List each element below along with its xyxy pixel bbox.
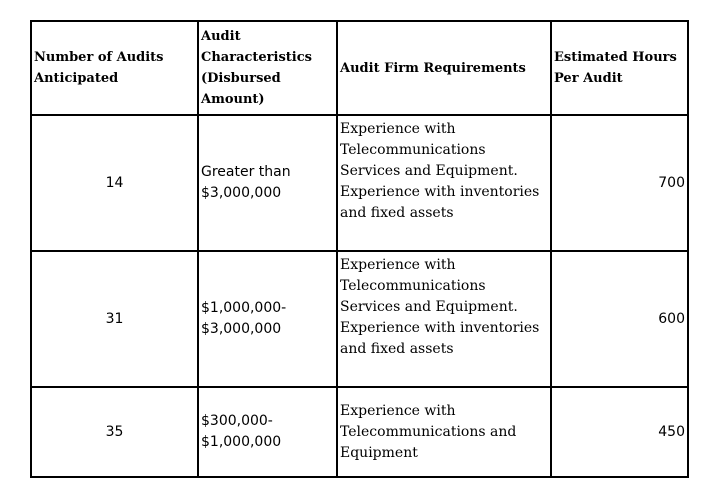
disbursed-amount-cell: $1,000,000- $3,000,000: [198, 251, 337, 387]
table-row: [31, 251, 688, 387]
estimated-hours-cell: 600: [551, 251, 688, 387]
header-estimated-hours: Estimated Hours Per Audit: [551, 21, 688, 115]
header-audit-firm-requirements: Audit Firm Requirements: [337, 21, 551, 115]
firm-requirements-cell: Experience with Telecommunications Services and Equipment. Experience with inventories and fixed assets: [337, 115, 551, 251]
audits-count-cell: 14: [31, 115, 198, 251]
audits-count-cell: 35: [31, 387, 198, 477]
disbursed-amount-cell: $300,000- $1,000,000: [198, 387, 337, 477]
disbursed-amount-cell: Greater than $3,000,000: [198, 115, 337, 251]
table-row: [31, 115, 688, 251]
header-number-of-audits: Number of Audits Anticipated: [31, 21, 198, 115]
firm-requirements-cell: Experience with Telecommunications and Equipment: [337, 387, 551, 477]
estimated-hours-cell: 700: [551, 115, 688, 251]
audit-table: [30, 20, 689, 478]
header-audit-characteristics: Audit Characteristics (Disbursed Amount): [198, 21, 337, 115]
table-row: [31, 387, 688, 477]
estimated-hours-cell: 450: [551, 387, 688, 477]
audits-count-cell: 31: [31, 251, 198, 387]
header-row: [31, 21, 688, 115]
firm-requirements-cell: Experience with Telecommunications Services and Equipment. Experience with inventories and fixed assets: [337, 251, 551, 387]
